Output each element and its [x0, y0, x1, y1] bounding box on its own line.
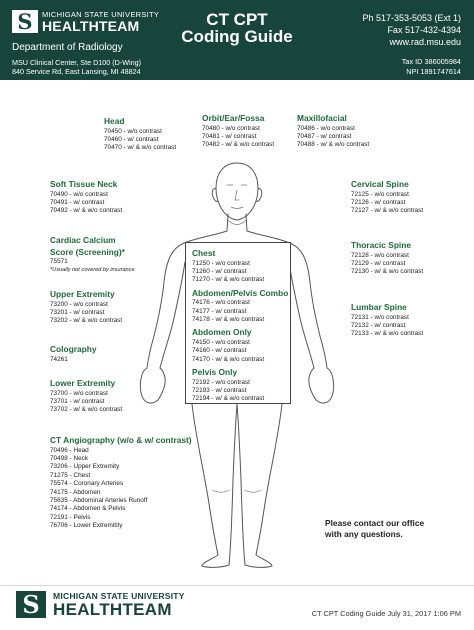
footer-university-name: MICHIGAN STATE UNIVERSITY	[53, 591, 185, 601]
lumbar-spine-code-3: 72133 - w/ & w/o contrast	[351, 330, 424, 338]
head-code-3: 70470 - w/ & w/o contrast	[104, 144, 177, 152]
cervical-spine-code-2: 72126 - w/ contrast	[351, 198, 406, 206]
ct-angiography-code-8: 74174 - Abdomen & Pelvis	[50, 505, 126, 513]
cardiac-calcium-section	[50, 235, 135, 275]
chest-code-2: 71260 - w/ contrast	[192, 267, 247, 275]
pelvis-only-code-3: 72194 - w/ & w/o contrast	[192, 395, 265, 403]
abdomen-only-title: Abdomen Only	[192, 327, 252, 338]
abdomen-only-code-2: 74160 - w/ contrast	[192, 347, 247, 355]
ct-angiography-code-3: 73206 - Upper Extremity	[50, 463, 120, 471]
lower-extremity-section	[50, 378, 122, 415]
soft-tissue-neck-section	[50, 179, 122, 216]
university-name: MICHIGAN STATE UNIVERSITY	[42, 10, 160, 19]
thoracic-spine-code-3: 72130 - w/ & w/o contrast	[351, 268, 424, 276]
orbit-section	[202, 113, 274, 150]
soft-tissue-neck-code-3: 70492 - w/ & w/o contrast	[50, 207, 123, 215]
thoracic-spine-code-1: 72128 - w/o contrast	[351, 251, 409, 259]
colography-section	[50, 344, 97, 364]
maxillofacial-code-1: 70486 - w/o contrast	[297, 124, 355, 132]
cardiac-calcium-title-2: Score (Screening)*	[50, 246, 125, 257]
pelvis-only-code-1: 72192 - w/o contrast	[192, 378, 250, 386]
head-title: Head	[104, 116, 125, 126]
npi-number: NPI 1891747614	[406, 67, 461, 76]
cervical-spine-code-1: 72125 - w/o contrast	[351, 190, 409, 198]
upper-extremity-title: Upper Extremity	[50, 289, 115, 299]
department-name: Department of Radiology	[12, 42, 123, 53]
maxillofacial-code-3: 70488 - w/ & w/o contrast	[297, 141, 370, 149]
abdomen-pelvis-code-3: 74178 - w/ & w/o contrast	[192, 316, 265, 324]
ct-angiography-code-5: 75574 - Coronary Arteries	[50, 480, 124, 488]
lumbar-spine-section	[351, 302, 423, 339]
orbit-code-2: 70481 - w/ contrast	[202, 132, 257, 140]
abdomen-only-code-1: 74150 - w/o contrast	[192, 338, 250, 346]
torso-sections	[192, 248, 288, 404]
lower-extremity-title: Lower Extremity	[50, 378, 116, 388]
footer-healthteam-wordmark: HEALTHTEAM	[53, 600, 172, 619]
maxillofacial-code-2: 70487 - w/ contrast	[297, 132, 352, 140]
cardiac-calcium-code: 75571	[50, 258, 68, 265]
abdomen-pelvis-code-1: 74176 - w/o contrast	[192, 299, 250, 307]
upper-extremity-section	[50, 289, 122, 326]
contact-note	[325, 518, 424, 540]
ct-angiography-code-9: 72191 - Pelvis	[50, 513, 91, 521]
ct-angiography-code-10: 76706 - Lower Extremitity	[50, 522, 123, 530]
ct-angiography-code-6: 74175 - Abdomen	[50, 488, 101, 496]
soft-tissue-neck-code-2: 70491 - w/ contrast	[50, 198, 105, 206]
ct-angiography-code-4: 71275 - Chest	[50, 471, 91, 479]
cervical-spine-title: Cervical Spine	[351, 179, 409, 189]
abdomen-pelvis-title: Abdomen/Pelvis Combo	[192, 287, 289, 298]
footer-divider	[0, 585, 474, 586]
upper-extremity-code-3: 73202 - w/ & w/o contrast	[50, 317, 123, 325]
lower-extremity-code-3: 73702 - w/ & w/o contrast	[50, 406, 123, 414]
orbit-title: Orbit/Ear/Fossa	[202, 113, 265, 123]
cardiac-calcium-note: *Usually not covered by insurance	[50, 267, 135, 274]
page-title-line-1: CT CPT	[206, 10, 268, 29]
healthteam-wordmark: HEALTHTEAM	[42, 18, 140, 34]
head-section	[104, 116, 176, 153]
lower-extremity-code-1: 73700 - w/o contrast	[50, 389, 108, 397]
colography-title: Colography	[50, 344, 97, 354]
ct-angiography-code-1: 70496 - Head	[50, 446, 89, 454]
lower-extremity-code-2: 73701 - w/ contrast	[50, 397, 105, 405]
maxillofacial-title: Maxillofacial	[297, 113, 347, 123]
cervical-spine-code-3: 72127 - w/ & w/o contrast	[351, 207, 424, 215]
thoracic-spine-code-2: 72129 - w/ contrast	[351, 259, 406, 267]
soft-tissue-neck-code-1: 70490 - w/o contrast	[50, 190, 108, 198]
upper-extremity-code-2: 73201 - w/ contrast	[50, 308, 105, 316]
chest-code-1: 71250 - w/o contrast	[192, 259, 250, 267]
chest-code-3: 71270 - w/ & w/o contrast	[192, 276, 265, 284]
orbit-code-3: 70482 - w/ & w/o contrast	[202, 141, 275, 149]
cervical-spine-section	[351, 179, 423, 216]
website-link[interactable]: www.rad.msu.edu	[389, 37, 461, 47]
pelvis-only-title: Pelvis Only	[192, 367, 238, 378]
chest-title: Chest	[192, 248, 216, 258]
ct-angiography-code-7: 75635 - Abdominal Arteries Runoff	[50, 496, 148, 504]
ct-angiography-code-2: 70498 - Neck	[50, 454, 89, 462]
address-line-1: MSU Clinical Center, Ste D100 (D-Wing)	[12, 58, 142, 67]
ct-angiography-section	[50, 435, 192, 531]
colography-code: 74261	[50, 355, 68, 363]
soft-tissue-neck-title: Soft Tissue Neck	[50, 179, 118, 189]
pelvis-only-code-2: 72193 - w/ contrast	[192, 387, 247, 395]
phone-number: Ph 517-353-5053 (Ext 1)	[362, 13, 461, 23]
thoracic-spine-title: Thoracic Spine	[351, 240, 412, 250]
contact-line-1: Please contact our office	[325, 518, 425, 528]
upper-extremity-code-1: 73200 - w/o contrast	[50, 300, 108, 308]
contact-line-2: with any questions.	[325, 529, 403, 539]
logo-mark: S	[17, 9, 33, 34]
footer-logo-mark: S	[22, 590, 40, 619]
lumbar-spine-title: Lumbar Spine	[351, 302, 407, 312]
orbit-code-1: 70480 - w/o contrast	[202, 124, 260, 132]
abdomen-pelvis-code-2: 74177 - w/ contrast	[192, 307, 247, 315]
ct-angiography-title: CT Angiography (w/o & w/ contrast)	[50, 435, 192, 445]
head-code-1: 70450 - w/o contrast	[104, 127, 162, 135]
cardiac-calcium-title-1: Cardiac Calcium	[50, 235, 116, 245]
tax-id: Tax ID 386005984	[401, 57, 461, 66]
page-title-line-2: Coding Guide	[181, 27, 293, 46]
lumbar-spine-code-2: 72132 - w/ contrast	[351, 321, 406, 329]
thoracic-spine-section	[351, 240, 423, 277]
lumbar-spine-code-1: 72131 - w/o contrast	[351, 313, 409, 321]
maxillofacial-section	[297, 113, 369, 150]
abdomen-only-code-3: 74170 - w/ & w/o contrast	[192, 355, 265, 363]
footer-caption: CT CPT Coding Guide July 31, 2017 1:06 PM	[311, 609, 461, 618]
address-line-2: 840 Service Rd, East Lansing, MI 48824	[12, 67, 141, 76]
fax-number: Fax 517-432-4394	[387, 25, 461, 35]
head-code-2: 70460 - w/ contrast	[104, 135, 159, 143]
